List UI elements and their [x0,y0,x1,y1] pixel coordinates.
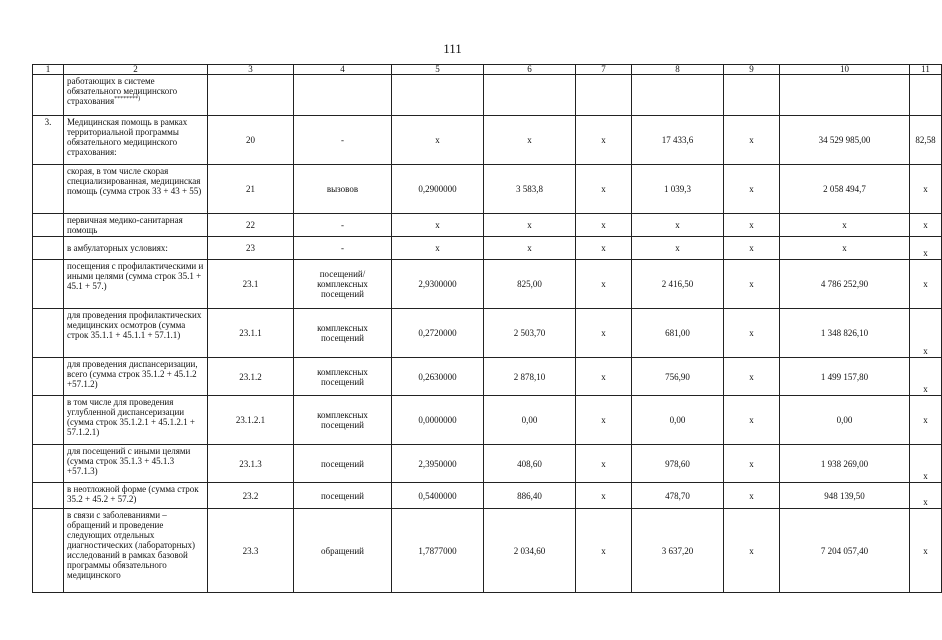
value-cell: 4 786 252,90 [780,260,910,309]
column-number: 9 [724,65,780,75]
footnote-mark: ********) [114,96,141,102]
value-cell: х [910,237,942,260]
value-cell: х [724,237,780,260]
unit-cell: - [294,116,392,165]
value-cell: 0,5400000 [392,483,484,509]
row-number [33,165,64,214]
value-cell: 2,3950000 [392,445,484,483]
value-cell: х [576,483,632,509]
value-cell: 478,70 [632,483,724,509]
value-cell [724,75,780,116]
row-number [33,75,64,116]
row-code: 23.3 [208,509,294,593]
value-cell: 0,2720000 [392,309,484,358]
unit-cell [294,75,392,116]
value-cell [484,75,576,116]
row-number [33,483,64,509]
row-number [33,237,64,260]
table-row [33,75,942,116]
unit-cell: посещений/ комплексных посещений [294,260,392,309]
row-code: 21 [208,165,294,214]
value-cell: 2 058 494,7 [780,165,910,214]
value-cell: х [576,260,632,309]
row-description: в неотложной форме (сумма строк 35.2 + 45.2 + 57.2) [64,483,208,509]
row-description: первичная медико-санитарная помощь [64,214,208,237]
value-cell: х [724,509,780,593]
row-code: 23.1.1 [208,309,294,358]
row-description: скорая, в том числе скорая специализированная, медицинская помощь (сумма строк 33 + 43 + 55) [64,165,208,214]
column-number: 4 [294,65,392,75]
row-code: 23.1.2.1 [208,396,294,445]
value-cell: 2 503,70 [484,309,576,358]
value-cell: 7 204 057,40 [780,509,910,593]
row-number [33,509,64,593]
value-cell: х [724,165,780,214]
value-cell: х [724,116,780,165]
unit-cell: комплексных посещений [294,309,392,358]
value-cell: х [576,237,632,260]
value-cell [780,75,910,116]
column-number: 5 [392,65,484,75]
value-cell: 34 529 985,00 [780,116,910,165]
value-cell: х [484,116,576,165]
value-cell: х [632,237,724,260]
row-code: 23 [208,237,294,260]
unit-cell: вызовов [294,165,392,214]
column-number: 6 [484,65,576,75]
value-cell: х [910,509,942,593]
row-description: для посещений с иными целями (сумма строк 35.1.3 + 45.1.3 +57.1.3) [64,445,208,483]
value-cell: 0,0000000 [392,396,484,445]
value-cell: х [724,309,780,358]
value-cell: х [724,358,780,396]
value-cell: 756,90 [632,358,724,396]
row-number [33,214,64,237]
row-code: 20 [208,116,294,165]
value-cell: х [576,116,632,165]
value-cell: х [780,237,910,260]
value-cell: 2 878,10 [484,358,576,396]
row-code: 23.1.2 [208,358,294,396]
value-cell: х [724,396,780,445]
value-cell: 886,40 [484,483,576,509]
unit-cell: посещений [294,483,392,509]
value-cell: 1 039,3 [632,165,724,214]
value-cell: х [724,214,780,237]
value-cell: х [910,445,942,483]
value-cell [392,75,484,116]
row-number [33,396,64,445]
value-cell: х [576,165,632,214]
value-cell: х [724,445,780,483]
value-cell: х [910,309,942,358]
unit-cell: посещений [294,445,392,483]
value-cell: х [780,214,910,237]
row-description: для проведения диспансеризации, всего (сумма строк 35.1.2 + 45.1.2 +57.1.2) [64,358,208,396]
value-cell: 17 433,6 [632,116,724,165]
row-code: 23.2 [208,483,294,509]
value-cell: х [910,483,942,509]
value-cell: 1 938 269,00 [780,445,910,483]
row-number [33,260,64,309]
value-cell [576,75,632,116]
row-code: 23.1.3 [208,445,294,483]
value-cell: х [632,214,724,237]
financial-table [32,64,942,593]
value-cell: 0,2630000 [392,358,484,396]
value-cell: х [576,509,632,593]
table-row [33,396,942,445]
value-cell: х [724,260,780,309]
value-cell: 0,00 [632,396,724,445]
column-number: 10 [780,65,910,75]
row-code: 23.1 [208,260,294,309]
table-row [33,509,942,593]
unit-cell: комплексных посещений [294,358,392,396]
table-row [33,214,942,237]
value-cell: 2 416,50 [632,260,724,309]
value-cell: 0,00 [780,396,910,445]
row-description: Медицинская помощь в рамках территориальной программы обязательного медицинского страхования: [64,116,208,165]
row-number [33,309,64,358]
value-cell: х [910,260,942,309]
table-row [33,165,942,214]
value-cell: х [576,214,632,237]
column-number: 2 [64,65,208,75]
row-description: в связи с заболеваниями – обращений и проведение следующих отдельных диагностических (лабораторных) исследований в рамках базовой программы обязательного медицинского [64,509,208,593]
value-cell: 948 139,50 [780,483,910,509]
unit-cell: - [294,214,392,237]
value-cell: х [910,396,942,445]
value-cell: х [392,116,484,165]
column-number-row [33,65,942,75]
row-code: 22 [208,214,294,237]
column-number: 1 [33,65,64,75]
value-cell: 1 348 826,10 [780,309,910,358]
value-cell: 0,2900000 [392,165,484,214]
table-row [33,483,942,509]
column-number: 8 [632,65,724,75]
row-description: в том числе для проведения углубленной диспансеризации (сумма строк 35.1.2.1 + 45.1.2.1 + 57.1.2.1) [64,396,208,445]
value-cell: 2 034,60 [484,509,576,593]
unit-cell: комплексных посещений [294,396,392,445]
row-number: 3. [33,116,64,165]
value-cell: х [910,165,942,214]
unit-cell: - [294,237,392,260]
row-description: посещения с профилактическими и иными целями (сумма строк 35.1 + 45.1 + 57.) [64,260,208,309]
table-row [33,260,942,309]
value-cell: 3 637,20 [632,509,724,593]
value-cell: х [484,237,576,260]
column-number: 7 [576,65,632,75]
description-text: работающих в системе обязательного медицинского страхования [67,76,178,106]
table-row [33,116,942,165]
table-row [33,309,942,358]
row-description [64,75,208,116]
value-cell: 82,58 [910,116,942,165]
page-number: 111 [443,41,462,56]
table-row [33,358,942,396]
value-cell: х [910,214,942,237]
value-cell: 1,7877000 [392,509,484,593]
table-row [33,445,942,483]
value-cell: 978,60 [632,445,724,483]
value-cell: х [910,358,942,396]
row-number [33,358,64,396]
value-cell: х [576,309,632,358]
row-description: в амбулаторных условиях: [64,237,208,260]
value-cell: х [724,483,780,509]
value-cell [910,75,942,116]
row-description: для проведения профилактических медицинских осмотров (сумма строк 35.1.1 + 45.1.1 + 57.1.1) [64,309,208,358]
value-cell: 825,00 [484,260,576,309]
value-cell: х [484,214,576,237]
value-cell [632,75,724,116]
value-cell: 0,00 [484,396,576,445]
column-number: 11 [910,65,942,75]
value-cell: 408,60 [484,445,576,483]
value-cell: 2,9300000 [392,260,484,309]
unit-cell: обращений [294,509,392,593]
value-cell: 3 583,8 [484,165,576,214]
value-cell: 1 499 157,80 [780,358,910,396]
value-cell: х [392,237,484,260]
value-cell: х [576,358,632,396]
column-number: 3 [208,65,294,75]
row-number [33,445,64,483]
row-code [208,75,294,116]
table-row [33,237,942,260]
value-cell: х [576,445,632,483]
value-cell: х [392,214,484,237]
value-cell: х [576,396,632,445]
value-cell: 681,00 [632,309,724,358]
